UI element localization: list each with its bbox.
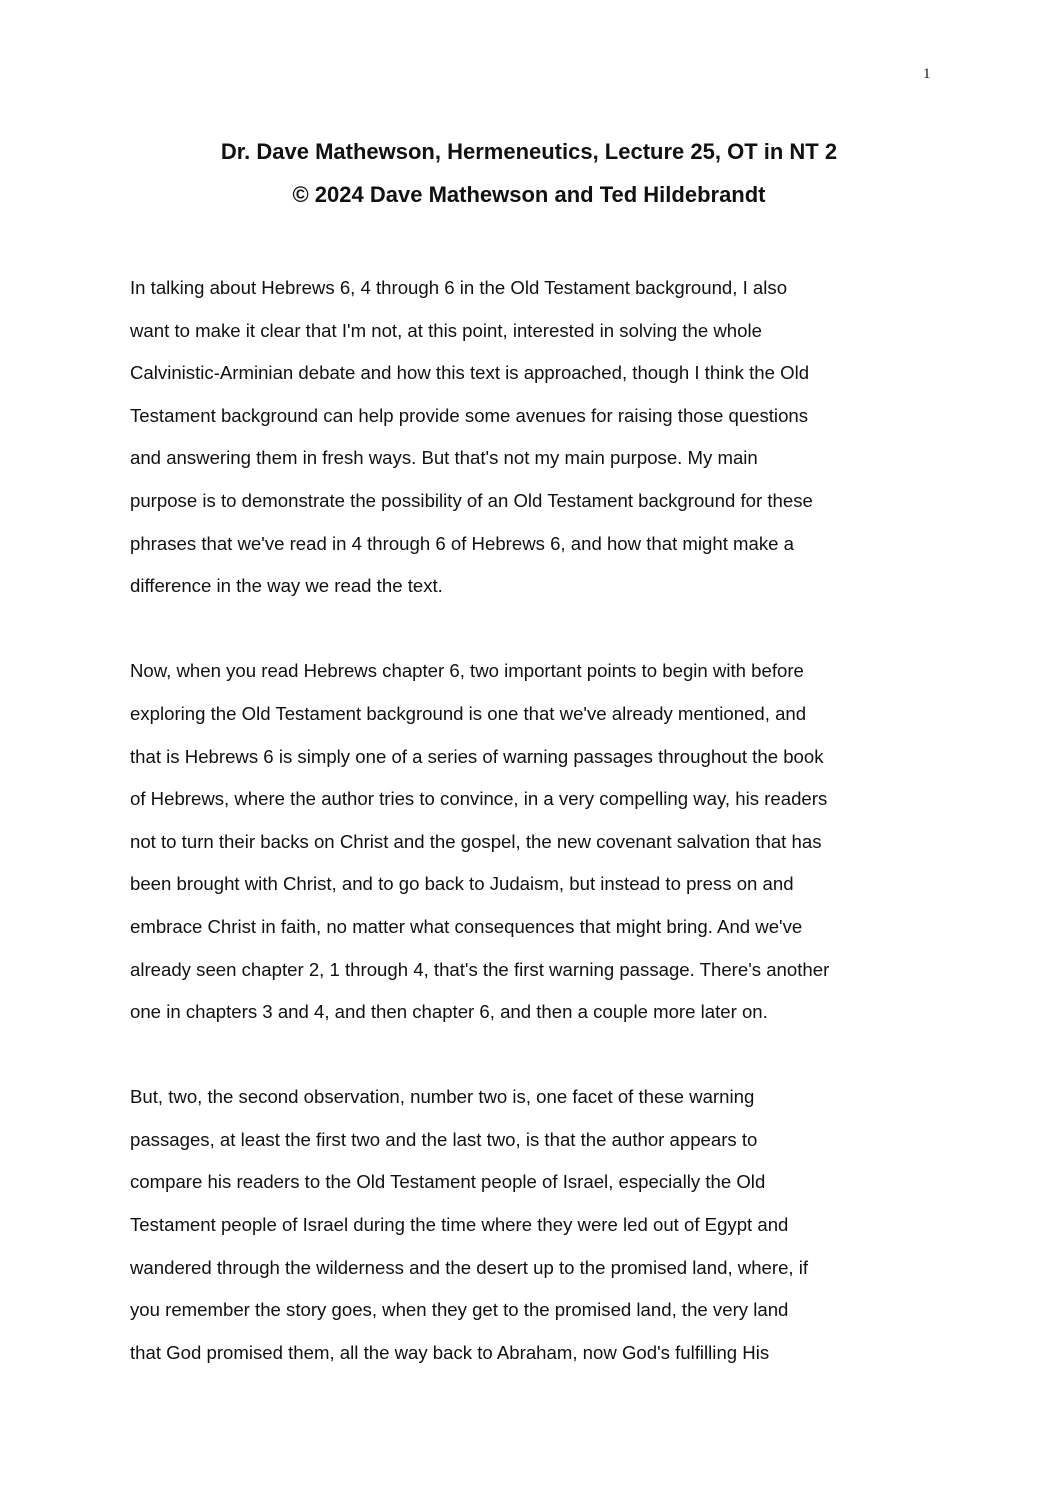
text-line: exploring the Old Testament background is one that we've already mentioned, and: [130, 702, 807, 724]
text-line: Now, when you read Hebrews chapter 6, two important points to begin with before: [130, 660, 804, 682]
text-line: that is Hebrews 6 is simply one of a series of warning passages throughout the book: [130, 745, 824, 767]
text-line: embrace Christ in faith, no matter what consequences that might bring. And we've: [130, 915, 803, 937]
paragraph-2: [130, 650, 940, 1033]
text-line: purpose is to demonstrate the possibility of an Old Testament background for these: [130, 489, 813, 511]
paragraph-3: [130, 1076, 940, 1374]
text-line: you remember the story goes, when they get to the promised land, the very land: [130, 1299, 789, 1321]
title-line-1: Dr. Dave Mathewson, Hermeneutics, Lecture 25, OT in NT 2: [220, 139, 838, 164]
text-line: been brought with Christ, and to go back to Judaism, but instead to press on and: [130, 873, 794, 895]
text-line: want to make it clear that I'm not, at this point, interested in solving the whole: [130, 319, 762, 341]
document-title: [0, 130, 1058, 216]
text-line: not to turn their backs on Christ and the gospel, the new covenant salvation that has: [130, 830, 822, 852]
text-line: phrases that we've read in 4 through 6 of Hebrews 6, and how that might make a: [130, 532, 795, 554]
title-line-2: © 2024 Dave Mathewson and Ted Hildebrandt: [292, 182, 766, 207]
paragraph-gap: [130, 1034, 940, 1077]
text-line: compare his readers to the Old Testament people of Israel, especially the Old: [130, 1171, 766, 1193]
document-body: [130, 267, 940, 1374]
text-line: and answering them in fresh ways. But that's not my main purpose. My main: [130, 447, 758, 469]
text-line: Testament people of Israel during the time where they were led out of Egypt and: [130, 1214, 789, 1236]
text-line: wandered through the wilderness and the desert up to the promised land, where, if: [130, 1256, 809, 1278]
text-line: that God promised them, all the way back to Abraham, now God's fulfilling His: [130, 1341, 770, 1363]
paragraph-1: [130, 267, 940, 608]
page-number: 1: [923, 66, 931, 82]
text-line: one in chapters 3 and 4, and then chapter 6, and then a couple more later on.: [130, 1001, 768, 1023]
text-line: Testament background can help provide some avenues for raising those questions: [130, 404, 809, 426]
paragraph-gap: [130, 608, 940, 651]
text-line: already seen chapter 2, 1 through 4, that's the first warning passage. There's another: [130, 958, 830, 980]
text-line: passages, at least the first two and the last two, is that the author appears to: [130, 1128, 758, 1150]
text-line: In talking about Hebrews 6, 4 through 6 in the Old Testament background, I also: [130, 277, 788, 298]
text-line: of Hebrews, where the author tries to convince, in a very compelling way, his readers: [130, 788, 828, 810]
text-line: But, two, the second observation, number two is, one facet of these warning: [130, 1086, 755, 1108]
text-line: difference in the way we read the text.: [130, 575, 443, 597]
text-line: Calvinistic-Arminian debate and how this text is approached, though I think the Old: [130, 362, 810, 384]
